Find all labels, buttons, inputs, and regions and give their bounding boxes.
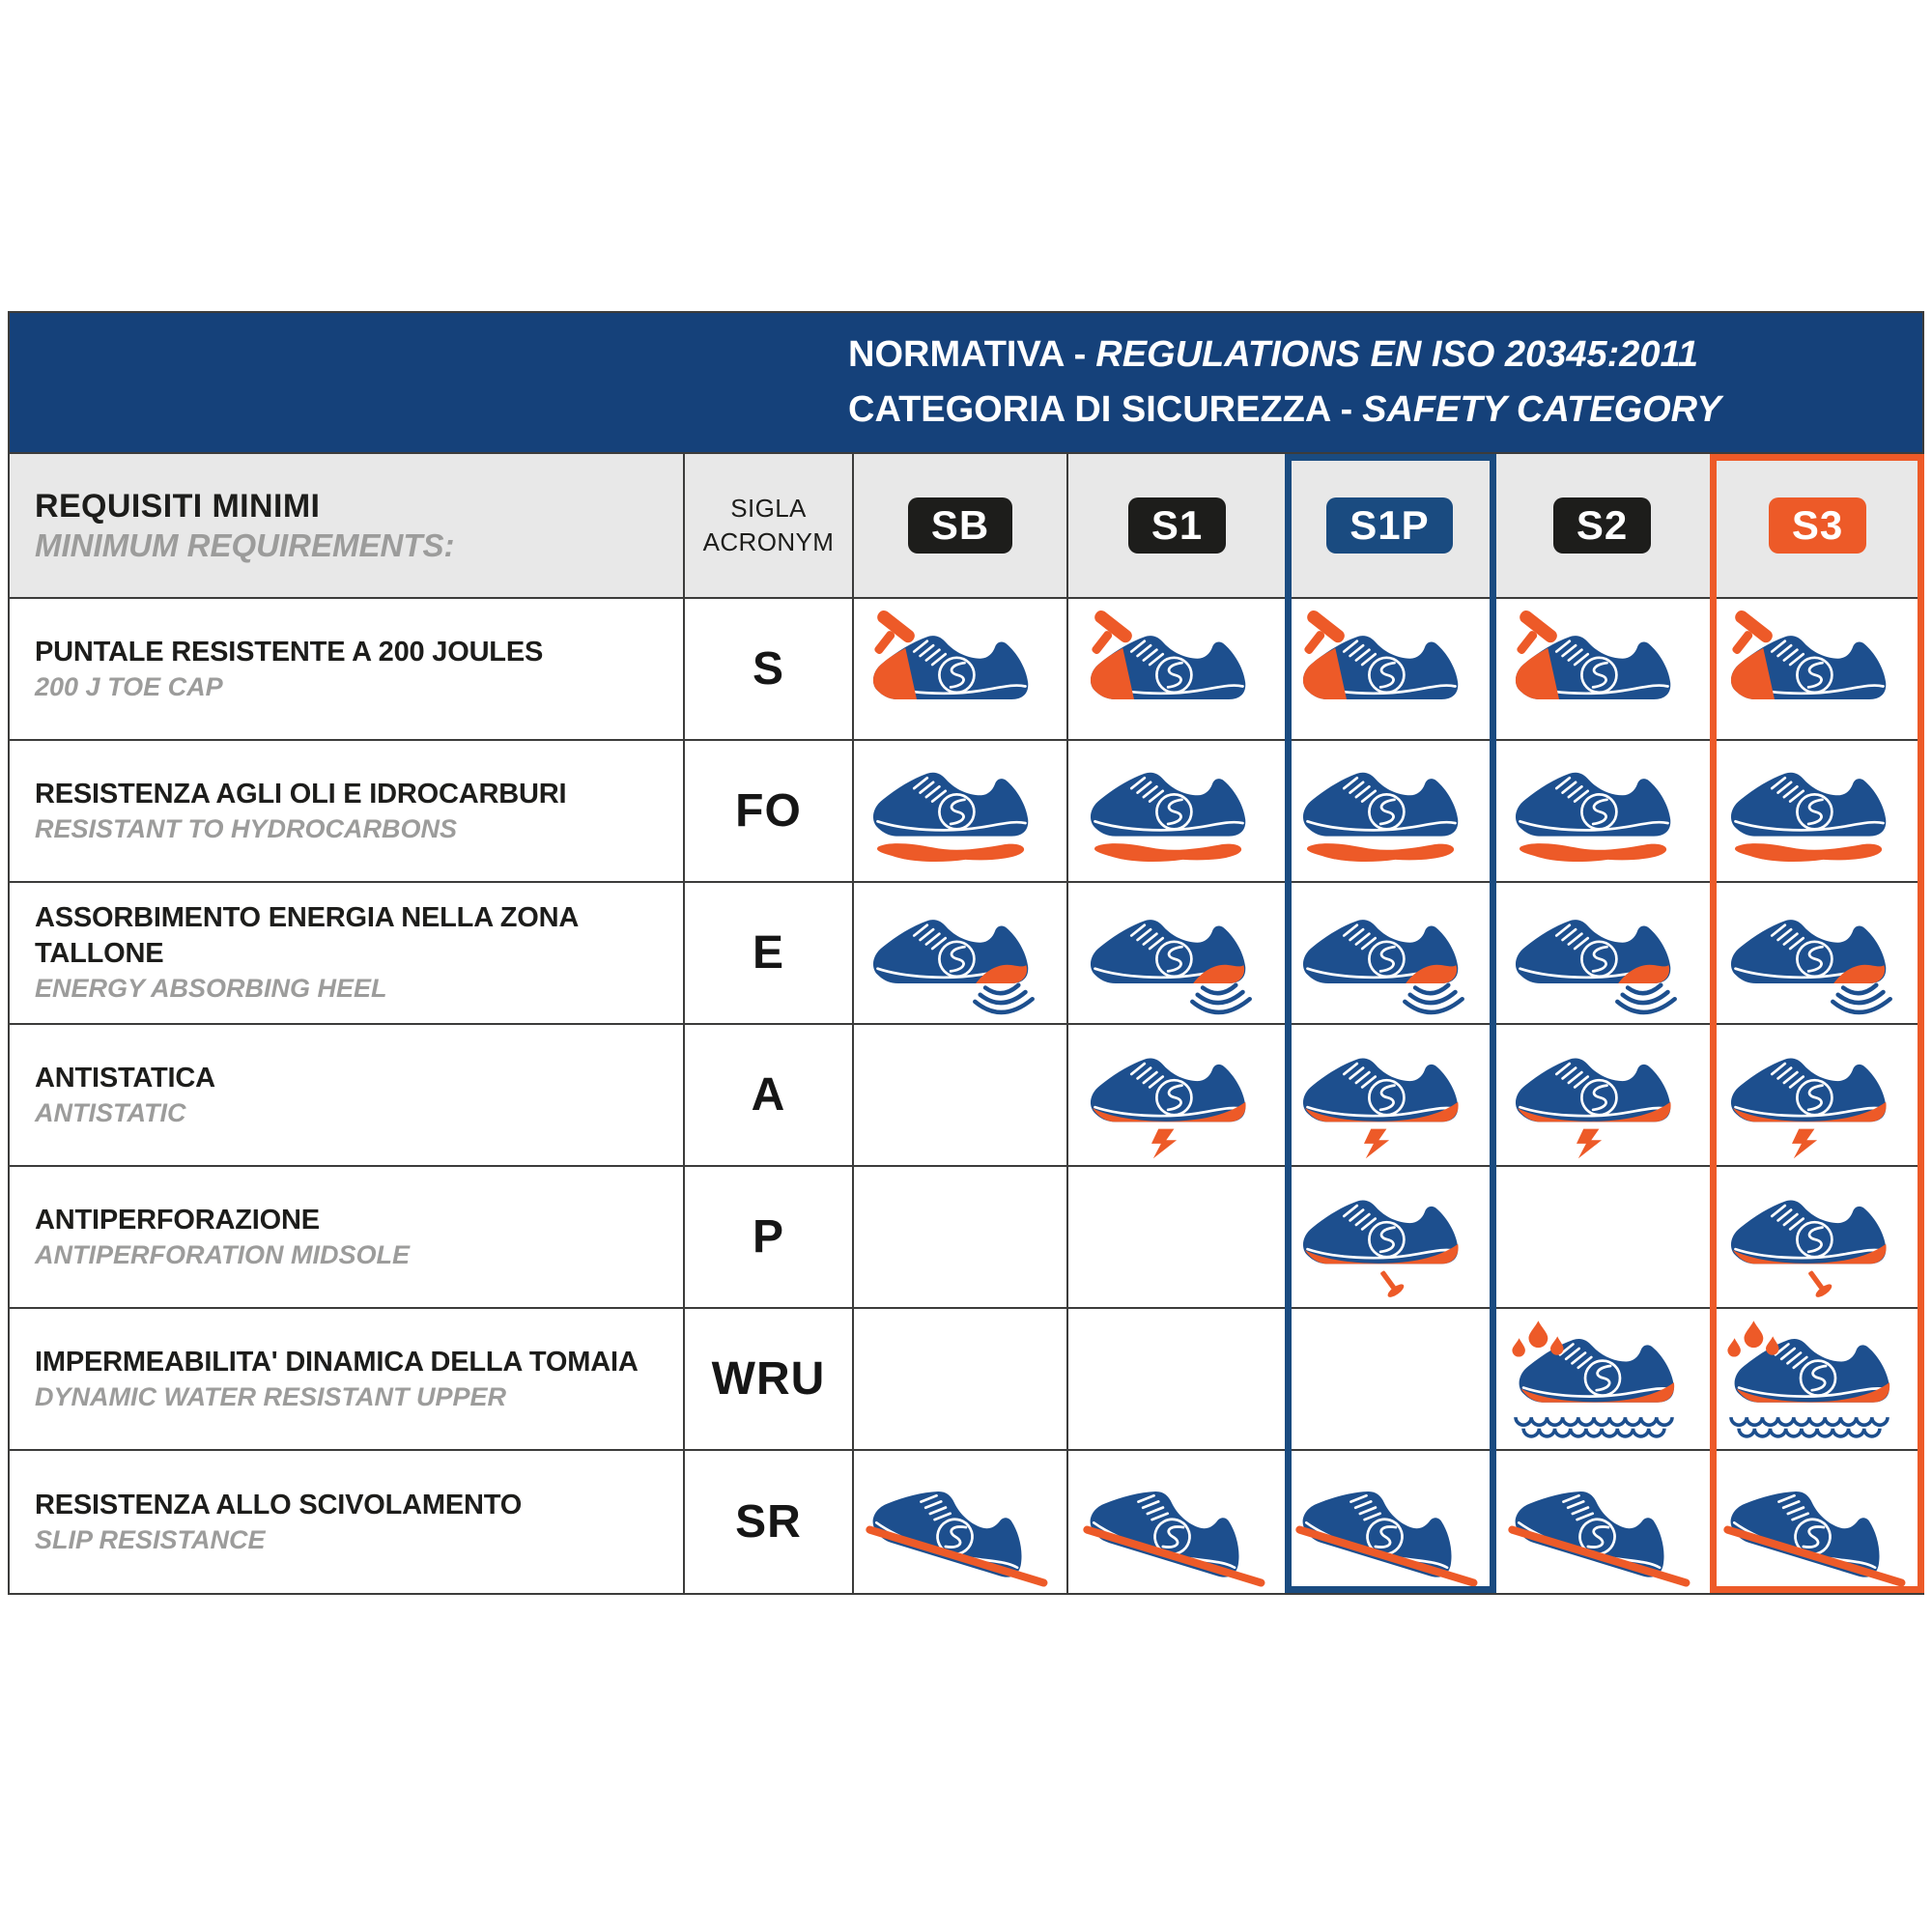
- shoe-body: [873, 773, 1028, 837]
- matrix-cell-s-sb: [854, 599, 1068, 741]
- category-header-sb: [854, 454, 1068, 599]
- requirement-label-en: SLIP RESISTANCE: [35, 1524, 266, 1554]
- shoe-icon-toe-cap-hammer: [1507, 604, 1698, 734]
- shoe-icon-water-resistant: [1722, 1314, 1914, 1444]
- shoe-body: [1510, 1475, 1677, 1581]
- shoe-icon-oil-resistant: [1507, 746, 1698, 876]
- requirement-label-it: PUNTALE RESISTENTE A 200 JOULES: [35, 636, 544, 668]
- shoe-icon-slip-resistance: [1082, 1457, 1273, 1587]
- shoe-icon-toe-cap-hammer: [1294, 604, 1486, 734]
- oil-puddle-icon: [877, 843, 1024, 862]
- requirement-label-it: RESISTENZA AGLI OLI E IDROCARBURI: [35, 778, 567, 810]
- shoe-body: [1515, 1059, 1669, 1122]
- matrix-cell-p-s3: [1713, 1167, 1922, 1309]
- sigla-header-cell: [685, 454, 854, 599]
- shoe-icon-antiperforation: [1722, 1172, 1914, 1302]
- acronym-cell-fo: [685, 741, 854, 883]
- shoe-body: [868, 1475, 1036, 1581]
- category-badge-sb: SB: [908, 497, 1012, 554]
- category-badge-s3: S3: [1769, 497, 1866, 554]
- matrix-cell-fo-sb: [854, 741, 1068, 883]
- acronym-cell-s: [685, 599, 854, 741]
- heel-energy-waves-icon: [1833, 985, 1889, 1012]
- matrix-cell-a-s3: [1713, 1025, 1922, 1167]
- oil-puddle-icon: [1306, 843, 1453, 862]
- matrix-cell-sr-s2: [1493, 1451, 1713, 1593]
- requirements-header-cell: [10, 454, 685, 599]
- acronym-cell-sr: [685, 1451, 854, 1593]
- requirements-title: REQUISITI MINIMI: [35, 487, 321, 525]
- oil-puddle-icon: [1734, 843, 1881, 862]
- matrix-cell-p-s2: [1493, 1167, 1713, 1309]
- acronym-label: ACRONYM: [702, 527, 835, 556]
- water-drops-icon: [1512, 1321, 1563, 1356]
- shoe-body: [1085, 1475, 1252, 1581]
- matrix-cell-a-s1: [1068, 1025, 1288, 1167]
- nail-icon: [1374, 1266, 1406, 1300]
- requirements-subtitle: MINIMUM REQUIREMENTS:: [35, 526, 455, 563]
- shoe-icon-energy-heel: [1294, 888, 1486, 1018]
- matrix-cell-p-s1p: [1288, 1167, 1493, 1309]
- requirement-label-e: [10, 883, 685, 1025]
- acronym-text: SR: [735, 1496, 802, 1548]
- shoe-body: [1730, 1201, 1885, 1264]
- shoe-icon-antistatic: [1722, 1030, 1914, 1160]
- requirement-label-fo: [10, 741, 685, 883]
- requirement-label-it: RESISTENZA ALLO SCIVOLAMENTO: [35, 1489, 523, 1520]
- matrix-cell-fo-s1p: [1288, 741, 1493, 883]
- water-drops-icon: [1727, 1321, 1778, 1356]
- category-badge-s2: S2: [1553, 497, 1651, 554]
- shoe-body: [1725, 1475, 1892, 1581]
- requirement-label-en: ANTIPERFORATION MIDSOLE: [35, 1239, 410, 1269]
- shoe-body: [1302, 773, 1457, 837]
- shoe-icon-antistatic: [1507, 1030, 1698, 1160]
- requirement-label-en: DYNAMIC WATER RESISTANT UPPER: [35, 1381, 507, 1411]
- matrix-cell-wru-s2: [1493, 1309, 1713, 1451]
- matrix-cell-e-s2: [1493, 883, 1713, 1025]
- matrix-cell-fo-s3: [1713, 741, 1922, 883]
- lightning-icon: [1577, 1129, 1602, 1159]
- band-line-2: [848, 383, 1721, 438]
- nail-icon: [1802, 1266, 1833, 1300]
- safety-category-table: [8, 311, 1924, 1595]
- acronym-cell-wru: [685, 1309, 854, 1451]
- matrix-cell-a-s2: [1493, 1025, 1713, 1167]
- acronym-text: S: [752, 643, 784, 695]
- heel-energy-waves-icon: [1405, 985, 1462, 1012]
- shoe-icon-oil-resistant: [1722, 746, 1914, 876]
- shoe-icon-energy-heel: [865, 888, 1056, 1018]
- requirement-label-p: [10, 1167, 685, 1309]
- shoe-icon-antistatic: [1082, 1030, 1273, 1160]
- shoe-body: [1734, 1339, 1889, 1403]
- shoe-body: [1730, 1059, 1885, 1122]
- shoe-icon-energy-heel: [1507, 888, 1698, 1018]
- matrix-cell-fo-s2: [1493, 741, 1713, 883]
- band-line1-normal: NORMATIVA -: [848, 334, 1087, 375]
- requirement-label-a: [10, 1025, 685, 1167]
- lightning-icon: [1151, 1129, 1177, 1159]
- matrix-cell-fo-s1: [1068, 741, 1288, 883]
- matrix-cell-sr-s1p: [1288, 1451, 1493, 1593]
- shoe-icon-water-resistant: [1507, 1314, 1698, 1444]
- shoe-icon-oil-resistant: [865, 746, 1056, 876]
- table-title-band: [10, 313, 1922, 454]
- shoe-body: [1515, 773, 1669, 837]
- matrix-cell-p-sb: [854, 1167, 1068, 1309]
- category-header-s2: [1493, 454, 1713, 599]
- category-header-s1: [1068, 454, 1288, 599]
- requirement-label-wru: [10, 1309, 685, 1451]
- matrix-cell-e-s1: [1068, 883, 1288, 1025]
- heel-energy-waves-icon: [1617, 985, 1674, 1012]
- matrix-cell-wru-s3: [1713, 1309, 1922, 1451]
- oil-puddle-icon: [1094, 843, 1240, 862]
- shoe-icon-oil-resistant: [1082, 746, 1273, 876]
- shoe-body: [1302, 1059, 1457, 1122]
- matrix-cell-s-s2: [1493, 599, 1713, 741]
- shoe-icon-energy-heel: [1722, 888, 1914, 1018]
- table-grid: [10, 454, 1922, 1593]
- shoe-icon-slip-resistance: [865, 1457, 1056, 1587]
- matrix-cell-wru-s1: [1068, 1309, 1288, 1451]
- acronym-text: WRU: [711, 1353, 826, 1405]
- shoe-body: [1090, 1059, 1244, 1122]
- shoe-body: [1519, 1339, 1673, 1403]
- requirement-label-en: RESISTANT TO HYDROCARBONS: [35, 813, 458, 843]
- heel-energy-waves-icon: [1192, 985, 1249, 1012]
- acronym-cell-a: [685, 1025, 854, 1167]
- category-badge-s1: S1: [1128, 497, 1226, 554]
- requirement-label-sr: [10, 1451, 685, 1593]
- shoe-body: [1090, 773, 1244, 837]
- requirement-label-it: IMPERMEABILITA' DINAMICA DELLA TOMAIA: [35, 1346, 639, 1378]
- matrix-cell-e-s1p: [1288, 883, 1493, 1025]
- oil-puddle-icon: [1519, 843, 1665, 862]
- category-badge-s1p: S1P: [1326, 497, 1452, 554]
- lightning-icon: [1364, 1129, 1389, 1159]
- requirement-label-it: ANTISTATICA: [35, 1062, 215, 1094]
- matrix-cell-s-s1p: [1288, 599, 1493, 741]
- matrix-cell-sr-s3: [1713, 1451, 1922, 1593]
- heel-energy-waves-icon: [975, 985, 1032, 1012]
- acronym-text: FO: [735, 785, 802, 837]
- matrix-cell-e-sb: [854, 883, 1068, 1025]
- shoe-body: [1730, 773, 1885, 837]
- matrix-cell-p-s1: [1068, 1167, 1288, 1309]
- requirement-label-it: ASSORBIMENTO ENERGIA NELLA ZONA TALLONE: [35, 902, 579, 969]
- acronym-cell-e: [685, 883, 854, 1025]
- requirement-label-it: ANTIPERFORAZIONE: [35, 1204, 320, 1236]
- requirement-label-en: ANTISTATIC: [35, 1097, 186, 1127]
- shoe-body: [1302, 1201, 1457, 1264]
- band-line2-italic: SAFETY CATEGORY: [1362, 389, 1721, 430]
- shoe-icon-antistatic: [1294, 1030, 1486, 1160]
- matrix-cell-a-s1p: [1288, 1025, 1493, 1167]
- matrix-cell-sr-s1: [1068, 1451, 1288, 1593]
- acronym-text: A: [751, 1069, 786, 1121]
- shoe-icon-toe-cap-hammer: [865, 604, 1056, 734]
- acronym-cell-p: [685, 1167, 854, 1309]
- acronym-text: P: [752, 1211, 784, 1263]
- band-line-1: [848, 327, 1721, 383]
- band-line1-italic: REGULATIONS EN ISO 20345:2011: [1095, 334, 1698, 375]
- matrix-cell-wru-sb: [854, 1309, 1068, 1451]
- matrix-cell-s-s1: [1068, 599, 1288, 741]
- shoe-icon-slip-resistance: [1722, 1457, 1914, 1587]
- shoe-icon-antiperforation: [1294, 1172, 1486, 1302]
- shoe-icon-toe-cap-hammer: [1082, 604, 1273, 734]
- matrix-cell-e-s3: [1713, 883, 1922, 1025]
- band-line2-normal: CATEGORIA DI SICUREZZA -: [848, 389, 1353, 430]
- category-header-s1p: [1288, 454, 1493, 599]
- requirement-label-s: [10, 599, 685, 741]
- shoe-icon-toe-cap-hammer: [1722, 604, 1914, 734]
- matrix-cell-wru-s1p: [1288, 1309, 1493, 1451]
- requirement-label-en: ENERGY ABSORBING HEEL: [35, 973, 387, 1003]
- shoe-icon-oil-resistant: [1294, 746, 1486, 876]
- acronym-text: E: [752, 927, 784, 979]
- matrix-cell-a-sb: [854, 1025, 1068, 1167]
- water-waves-icon-2: [1739, 1429, 1880, 1436]
- band-title: [848, 327, 1721, 438]
- shoe-icon-slip-resistance: [1507, 1457, 1698, 1587]
- matrix-cell-s-s3: [1713, 599, 1922, 741]
- shoe-icon-slip-resistance: [1294, 1457, 1486, 1587]
- shoe-body: [1297, 1475, 1464, 1581]
- sigla-label: SIGLA: [730, 493, 807, 523]
- water-waves-icon: [1731, 1417, 1888, 1425]
- lightning-icon: [1792, 1129, 1817, 1159]
- water-waves-icon: [1516, 1417, 1672, 1425]
- matrix-cell-sr-sb: [854, 1451, 1068, 1593]
- shoe-icon-energy-heel: [1082, 888, 1273, 1018]
- water-waves-icon-2: [1523, 1429, 1664, 1436]
- requirement-label-en: 200 J TOE CAP: [35, 671, 223, 701]
- category-header-s3: [1713, 454, 1922, 599]
